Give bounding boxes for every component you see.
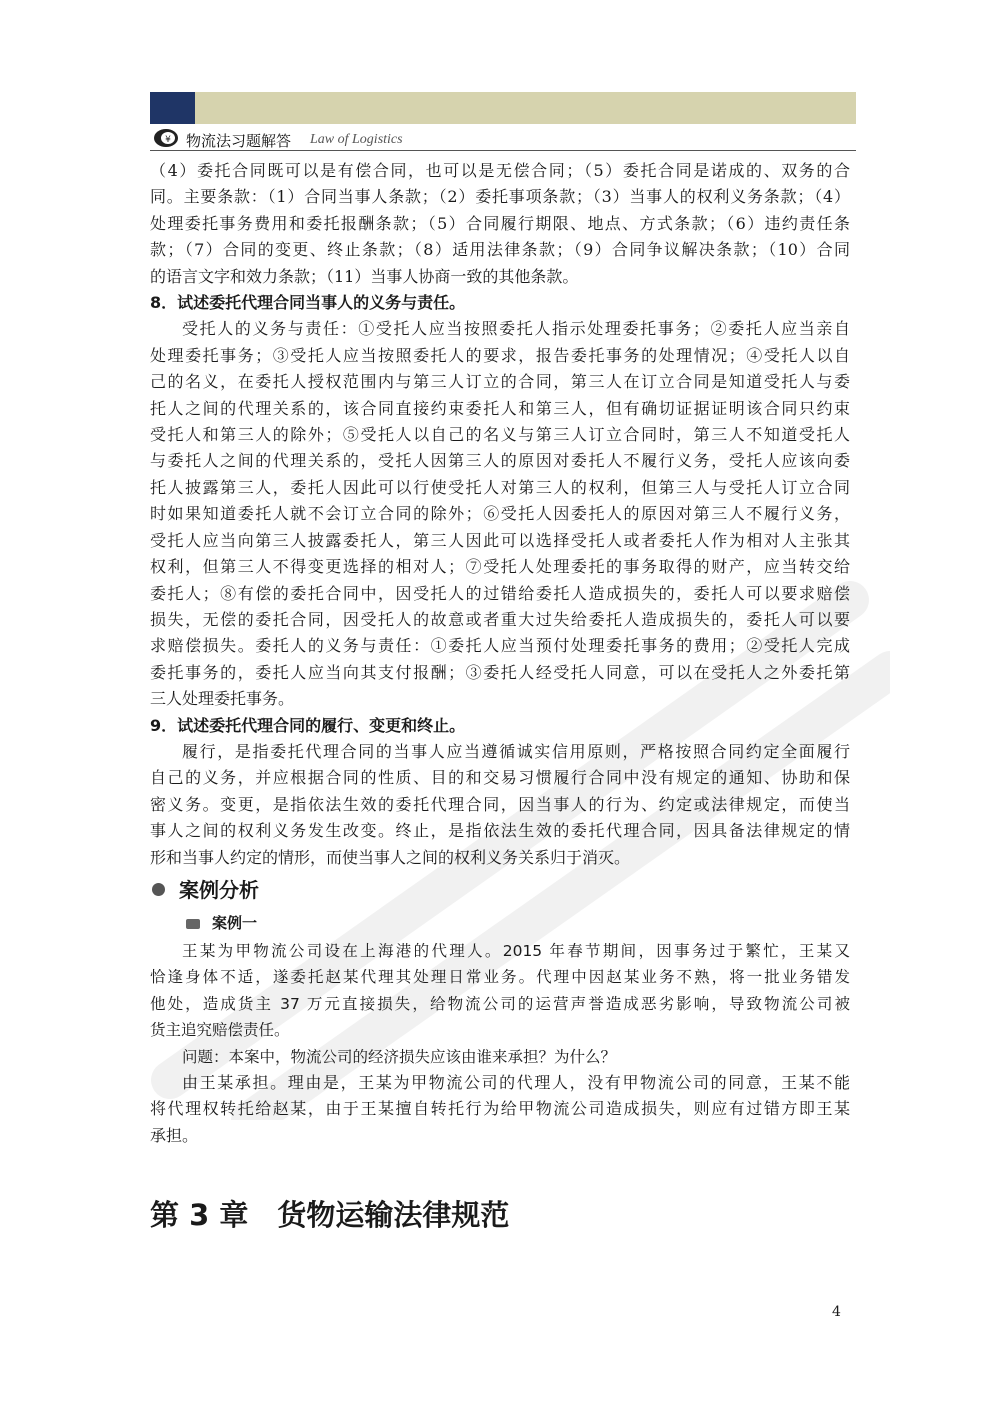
intro-line: 款；（7）合同的变更、终止条款；（8）适用法律条款；（9）合同争议解决条款；（10）合同 — [150, 240, 850, 260]
case-line: 他处，造成货主 37 万元直接损失，给物流公司的运营声誉造成恶劣影响，导致物流公司被 — [150, 994, 850, 1013]
answer-9-line: 事人之间的权利义务发生改变。终止，是指依法生效的委托代理合同，因具备法律规定的情 — [150, 821, 850, 841]
answer-8-line: 受托人的义务与责任：①受托人应当按照委托人指示处理委托事务；②委托人应当亲自 — [182, 319, 850, 339]
header-bar — [150, 92, 856, 124]
book-subtitle: Law of Logistics — [310, 132, 403, 147]
case-question: 问题：本案中，物流公司的经济损失应该由谁来承担？为什么？ — [182, 1047, 617, 1066]
answer-8-line: 委托事务的，委托人应当向其支付报酬；③委托人经受托人同意，可以在受托人之外委托第 — [150, 662, 850, 682]
answer-8-line: 委托人；⑧有偿的委托合同中，因受托人的过错给委托人造成损失的，委托人可以要求赔偿 — [150, 583, 850, 603]
svg-text:¥: ¥ — [165, 135, 171, 145]
case-answer-line: 由王某承担。理由是，王某为甲物流公司的代理人，没有甲物流公司的同意，王某不能 — [182, 1073, 850, 1092]
question-8: 8．试述委托代理合同当事人的义务与责任。 — [150, 293, 466, 313]
answer-9-line: 密义务。变更，是指依法生效的委托代理合同，因当事人的行为、约定或法律规定，而使当 — [150, 794, 850, 814]
answer-8-line: 己的名义，在委托人授权范围内与第三人订立的合同，第三人在订立合同是知道受托人与委 — [150, 372, 850, 392]
case-line: 恰逢身体不适，遂委托赵某代理其处理日常业务。代理中因赵某业务不熟，将一批业务错发 — [150, 968, 850, 987]
case-body — [150, 938, 850, 1070]
answer-8-line: 三人处理委托事务。 — [150, 689, 295, 709]
case-line: 王某为甲物流公司设在上海港的代理人。2015 年春节期间，因事务过于繁忙，王某又 — [182, 942, 850, 960]
intro-line: 的语言文字和效力条款；（11）当事人协商一致的其他条款。 — [150, 266, 579, 286]
header-divider — [150, 150, 856, 151]
answer-8-line: 时如果知道委托人就不会订立合同的除外；⑥受托人因委托人的原因对第三人不履行义务， — [150, 504, 850, 524]
page-number: 4 — [832, 1304, 841, 1320]
answer-8-line: 托人之间的代理关系的，该合同直接约束委托人和第三人，但有确切证据证明该合同只约束 — [150, 398, 850, 418]
answer-8-line: 权利，但第三人不得变更选择的相对人；⑦受托人处理委托的事务取得的财产，应当转交给 — [150, 557, 850, 577]
answer-8-line: 处理委托事务；③受托人应当按照委托人的要求，报告委托事务的处理情况；④受托人以自 — [150, 345, 850, 365]
answer-9-line: 自己的义务，并应根据合同的性质、目的和交易习惯履行合同中没有规定的通知、协助和保 — [150, 768, 850, 788]
answer-9-line: 履行，是指委托代理合同的当事人应当遵循诚实信用原则，严格按照合同约定全面履行 — [182, 741, 850, 761]
section-title — [152, 874, 259, 903]
answer-8-line: 受托人应当向第三人披露委托人，第三人因此可以选择受托人或者委托人作为相对人主张其 — [150, 530, 850, 550]
case-answer-line: 将代理权转托给赵某，由于王某擅自转托行为给甲物流公司造成损失，则应有过错方即王某 — [150, 1099, 850, 1119]
question-9: 9．试述委托代理合同的履行、变更和终止。 — [150, 715, 466, 735]
answer-9-line: 形和当事人约定的情形，而使当事人之间的权利义务关系归于消灭。 — [150, 847, 631, 867]
case-answer-line: 承担。 — [150, 1125, 199, 1145]
book-logo-icon — [152, 127, 182, 149]
case-title — [186, 912, 257, 933]
case-answer — [150, 1070, 850, 1149]
intro-line: 处理委托事务费用和委托报酬条款；（5）合同履行期限、地点、方式条款；（6）违约责任条 — [150, 213, 850, 233]
answer-8-line: 托人披露第三人，委托人因此可以行使受托人对第三人的权利，但第三人与受托人订立合同 — [150, 477, 850, 497]
chapter-title: 第 3 章 货物运输法律规范 — [150, 1198, 510, 1232]
intro-line: 同。主要条款：（1）合同当事人条款；（2）委托事项条款；（3）当事人的权利义务条款；（4） — [150, 187, 850, 207]
case-title-text: 案例一 — [212, 914, 258, 932]
section-title-text: 案例分析 — [179, 878, 259, 902]
answer-8-line: 受托人和第三人的除外；⑤受托人以自己的名义与第三人订立合同时，第三人不知道受托人 — [150, 425, 850, 445]
bullet-dot-icon — [152, 883, 165, 896]
header-color-block — [150, 92, 195, 124]
main-content — [150, 158, 850, 871]
case-line: 货主追究赔偿责任。 — [150, 1021, 290, 1040]
intro-line: （4）委托合同既可以是有偿合同，也可以是无偿合同；（5）委托合同是诺成的、双务的合 — [150, 161, 850, 180]
case-marker-icon — [186, 919, 200, 929]
answer-8-line: 与委托人之间的代理关系的，受托人因第三人的原因对委托人不履行义务，受托人应该向委 — [150, 451, 850, 471]
answer-8-line: 损失，无偿的委托合同，因受托人的故意或者重大过失给委托人造成损失的，委托人可以要 — [150, 609, 850, 629]
answer-8-line: 求赔偿损失。委托人的义务与责任：①委托人应当预付处理委托事务的费用；②受托人完成 — [150, 636, 850, 656]
book-title: 物流法习题解答 — [186, 132, 292, 150]
